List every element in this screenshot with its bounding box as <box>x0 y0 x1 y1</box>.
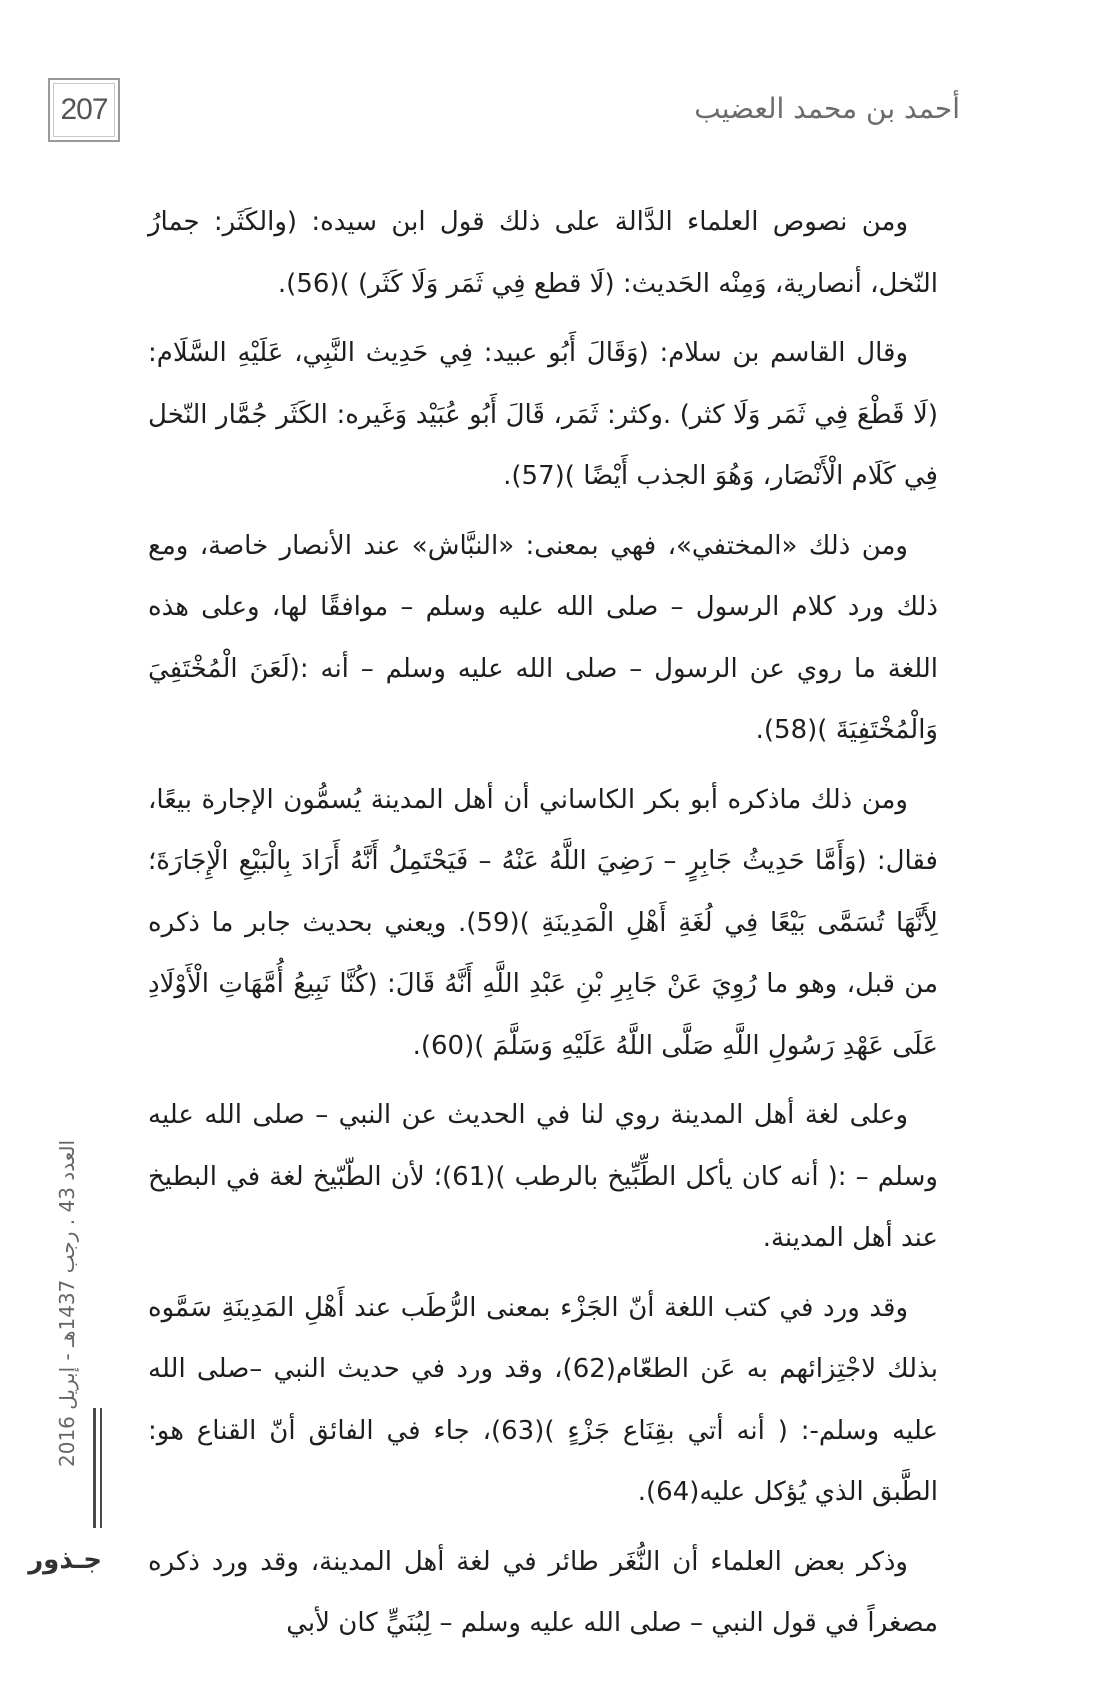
paragraph: ومن ذلك «المختفي»، فهي بمعنى: «النبَّاش» عند الأنصار خاصة، ومع ذلك ورد كلام الرسول – صلى الله عليه وسلم – موافقًا لها، وعلى هذه اللغة ما روي عن الرسول – صلى الله عليه وسلم – أنه :(لَعَنَ الْمُخْتَفِيَ وَالْمُخْتَفِيَةَ )(58). <box>148 530 938 745</box>
paragraph: وعلى لغة أهل المدينة روي لنا في الحديث عن النبي – صلى الله عليه وسلم – :( أنه كان يأكل الطِّبِّيخ بالرطب )(61)؛ لأن الطّبّيخ لغة في البطيخ عند أهل المدينة. <box>148 1100 938 1253</box>
issue-info: العدد 43 . رجب 1437هـ - إبريل 2016 <box>55 1140 79 1467</box>
paragraph: وذكر بعض العلماء أن النُّغَر طائر في لغة أهل المدينة، وقد ورد ذكره مصغراً في قول النبي – صلى الله عليه وسلم – لِبُنَيٍّ كان لأبي <box>148 1546 938 1638</box>
running-header-author: أحمد بن محمد العضيب <box>694 92 960 125</box>
paragraph: وقال القاسم بن سلام: (وَقَالَ أَبُو عبيد: فِي حَدِيث النَّبِي، عَلَيْهِ السَّلَام: (لَا قَطْعَ فِي ثَمَر وَلَا كثر) .وكثر: ثَمَر، قَالَ أَبُو عُبَيْد وَغَيره: الكَثَر جُمَّار النّخل فِي كَلَام الْأَنْصَار، وَهُوَ الجذب أَيْضًا )(57). <box>148 338 938 491</box>
body-text <box>148 192 938 1663</box>
page-number: 207 <box>48 78 120 142</box>
paragraph: ومن نصوص العلماء الدَّالة على ذلك قول ابن سيده: (والكَثَر: جمارُ النّخل، أنصارية، وَمِنْه الحَديث: (لَا قطع فِي ثَمَر وَلَا كَثَر) )(56). <box>148 207 938 299</box>
side-divider <box>93 1408 96 1528</box>
side-divider <box>100 1408 102 1528</box>
paragraph: وقد ورد في كتب اللغة أنّ الجَزْء بمعنى الرُّطَب عند أَهْلِ المَدِينَةِ سَمَّوه بذلك لاجْتِزائهم به عَن الطعّام(62)، وقد ورد في حديث النبي –صلى الله عليه وسلم-: ( أنه أتي بقِنَاع جَزْءٍ )(63)، جاء في الفائق أنّ القناع هو: الطَّبق الذي يُؤكل عليه(64). <box>148 1292 938 1507</box>
paragraph: ومن ذلك ماذكره أبو بكر الكاساني أن أهل المدينة يُسمُّون الإجارة بيعًا، فقال: (وَأَمَّا حَدِيثُ جَابِرٍ – رَضِيَ اللَّهُ عَنْهُ – فَيَحْتَمِلُ أَنَّهُ أَرَادَ بِالْبَيْعِ الْإِجَارَةَ؛ لِأَنَّهَا تُسَمَّى بَيْعًا فِي لُغَةِ أَهْلِ الْمَدِينَةِ )(59). ويعني بحديث جابر ما ذكره من قبل، وهو ما رُوِيَ عَنْ جَابِرِ بْنِ عَبْدِ اللَّهِ أَنَّهُ قَالَ: (كُنَّا نَبِيعُ أُمَّهَاتِ الْأَوْلَادِ عَلَى عَهْدِ رَسُولِ اللَّهِ صَلَّى اللَّهُ عَلَيْهِ وَسَلَّمَ )(60). <box>148 784 938 1061</box>
journal-logo: جـذور <box>28 1545 102 1575</box>
